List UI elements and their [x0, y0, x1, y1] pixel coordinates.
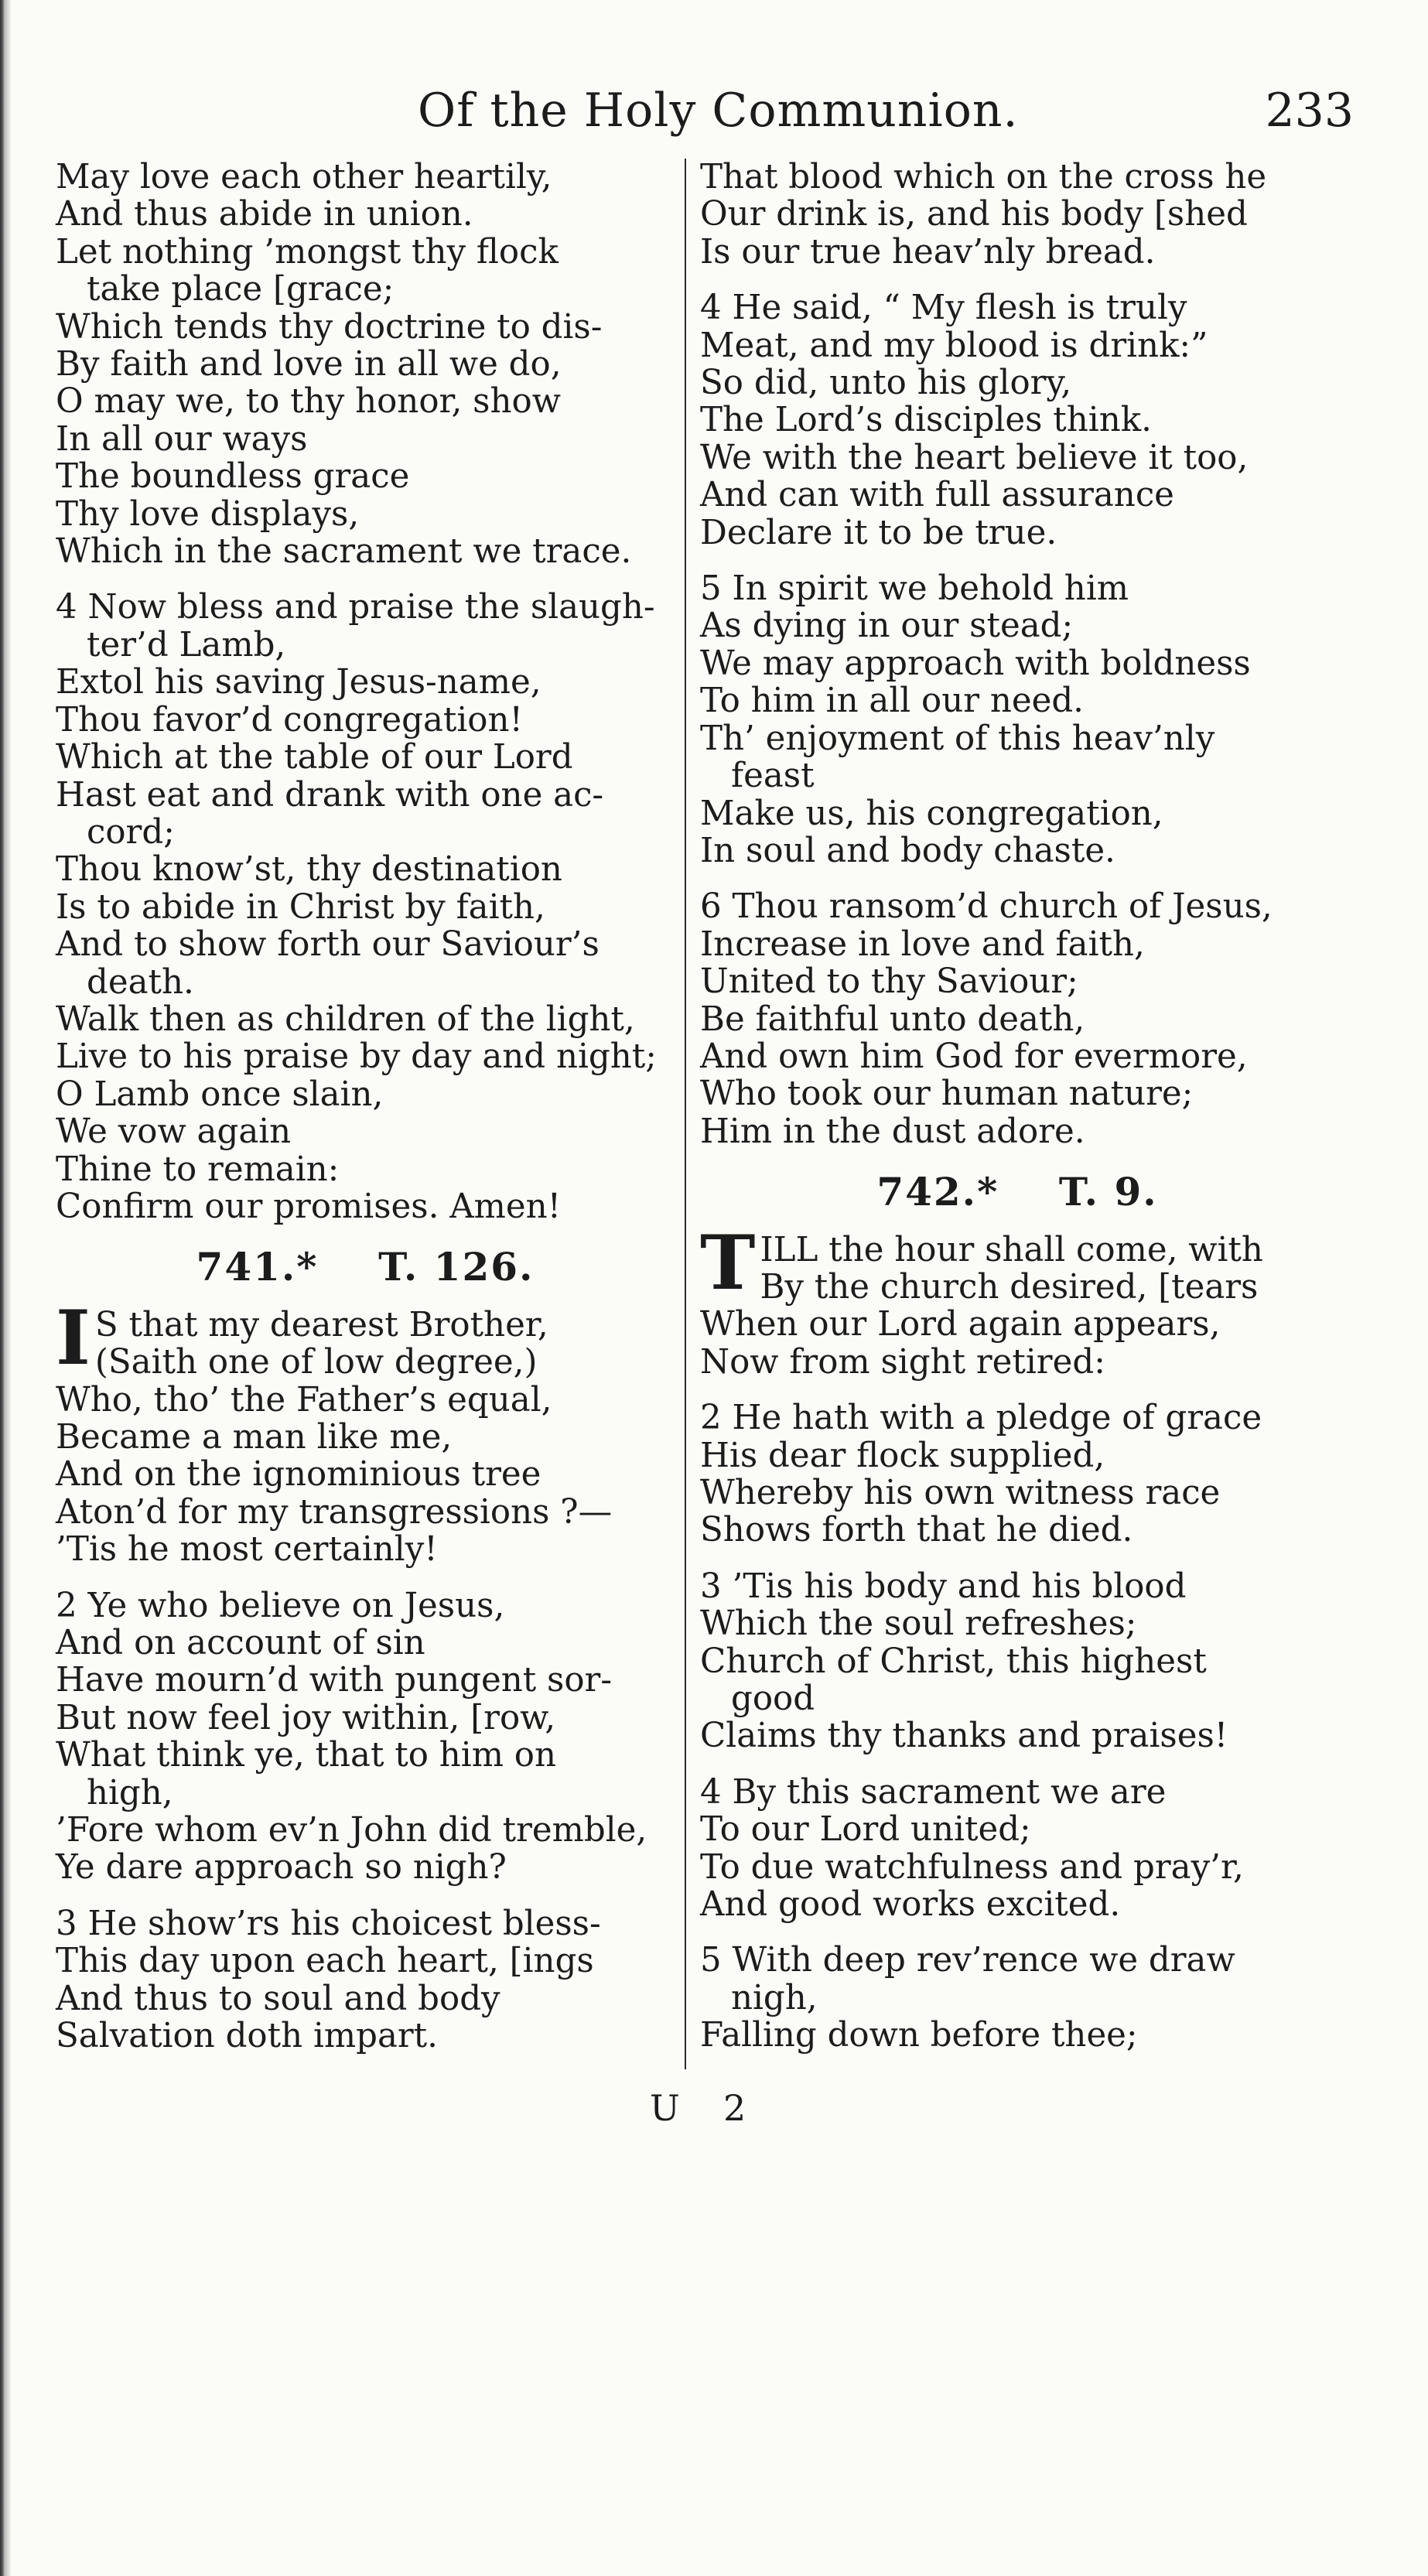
- hymn-742-heading: [700, 1169, 1334, 1215]
- hymn-741-heading: [56, 1244, 675, 1290]
- verse-line: 3 ’Tis his body and his blood: [700, 1566, 1187, 1606]
- verse-line: Claims thy thanks and praises!: [700, 1717, 1228, 1756]
- verse-line: Who took our human nature;: [700, 1074, 1194, 1114]
- verse-line: By faith and love in all we do,: [56, 345, 562, 384]
- hymn-742-drop-cap: T: [700, 1218, 756, 1307]
- verse-line: 2 Ye who believe on Jesus,: [56, 1586, 505, 1625]
- signature-letter: U: [650, 2087, 680, 2129]
- verse-line: Who, tho’ the Father’s equal,: [56, 1380, 552, 1420]
- stanza: [700, 159, 1334, 271]
- verse-line: By the church desired, [tears: [760, 1267, 1259, 1307]
- stanza: [700, 570, 1334, 869]
- verse-line: 6 Thou ransom’d church of Jesus,: [700, 887, 1273, 927]
- verse-line: That blood which on the cross he: [700, 158, 1267, 196]
- stanza: [56, 159, 675, 570]
- hymn-741-stanzas: [56, 1587, 675, 2055]
- verse-line: And thus abide in union.: [56, 195, 473, 234]
- verse-line: nigh,: [731, 1978, 818, 2017]
- verse-line: And to show forth our Saviour’s: [56, 925, 600, 965]
- running-head: [364, 84, 1354, 153]
- verse-line: To our Lord united;: [700, 1810, 1031, 1850]
- verse-line: What think ye, that to him on: [56, 1736, 556, 1775]
- verse-line: ’Tis he most certainly!: [56, 1530, 438, 1570]
- verse-line: When our Lord again appears,: [700, 1305, 1221, 1344]
- stanza: [700, 1568, 1334, 1755]
- verse-line: Shows forth that he died.: [700, 1511, 1133, 1550]
- verse-line: (Saith one of low degree,): [94, 1343, 538, 1382]
- verse-line: United to thy Saviour;: [700, 962, 1078, 1002]
- verse-line: 4 Now bless and praise the slaugh-: [56, 588, 655, 627]
- verse-line: feast: [731, 757, 815, 796]
- verse-line: ter’d Lamb,: [87, 625, 286, 664]
- hymn-742-stanzas: [700, 1399, 1334, 2055]
- verse-line: Meat, and my blood is drink:”: [700, 326, 1208, 365]
- verse-line: 5 With deep rev’rence we draw: [700, 1941, 1235, 1980]
- verse-line: Thou favor’d congregation!: [56, 700, 523, 740]
- verse-line: But now feel joy within, [row,: [56, 1698, 556, 1737]
- verse-line: Th’ enjoyment of this heav’nly: [700, 719, 1215, 758]
- hymn-741-first-line: S that my dearest Brother,: [94, 1305, 548, 1344]
- hymn-741-stanza-1: [56, 1293, 675, 1570]
- stanza: [700, 888, 1334, 1150]
- verse-line: Which at the table of our Lord: [56, 738, 573, 777]
- verse-line: Be faithful unto death,: [700, 999, 1085, 1039]
- verse-line: Aton’d for my transgressions ?—: [56, 1492, 613, 1532]
- verse-line: The boundless grace: [56, 457, 410, 497]
- verse-line: In soul and body chaste.: [700, 831, 1115, 870]
- verse-line: take place [grace;: [87, 270, 395, 309]
- verse-line: Hast eat and drank with one ac-: [56, 775, 604, 815]
- verse-line: Became a man like me,: [56, 1418, 453, 1457]
- verse-line: To him in all our need.: [700, 682, 1085, 721]
- hymn-741-stanza-1-lines: [56, 1344, 675, 1568]
- verse-line: Which the soul refreshes;: [700, 1604, 1137, 1644]
- verse-line: 2 He hath with a pledge of grace: [700, 1399, 1262, 1438]
- left-stanzas: [56, 159, 675, 1225]
- verse-line: Is our true heav’nly bread.: [700, 232, 1156, 272]
- verse-line: In all our ways: [56, 419, 308, 459]
- verse-line: good: [731, 1679, 815, 1719]
- hymn-742-stanza-1-lines: [700, 1269, 1334, 1381]
- binding-edge: [0, 0, 11, 2576]
- verse-line: Extol his saving Jesus-name,: [56, 663, 541, 702]
- verse-line: O may we, to thy honor, show: [56, 382, 561, 422]
- verse-line: Whereby his own witness race: [700, 1474, 1221, 1512]
- verse-line: Church of Christ, this highest: [700, 1642, 1207, 1681]
- verse-line: Which in the sacrament we trace.: [56, 532, 632, 572]
- stanza: [700, 1399, 1334, 1549]
- verse-line: And on account of sin: [56, 1624, 425, 1663]
- verse-line: We may approach with boldness: [700, 644, 1251, 683]
- verse-line: 4 By this sacrament we are: [700, 1772, 1167, 1812]
- verse-line: We vow again: [56, 1112, 292, 1152]
- verse-line: Falling down before thee;: [700, 2016, 1138, 2055]
- signature-number: 2: [723, 2087, 746, 2129]
- verse-line: And own him God for evermore,: [700, 1037, 1248, 1076]
- column-divider: [685, 159, 686, 2069]
- stanza: [700, 289, 1334, 552]
- left-column: [56, 159, 675, 2074]
- verse-line: Now from sight retired:: [700, 1342, 1105, 1382]
- verse-line: death.: [87, 962, 194, 1002]
- stanza: [56, 1587, 675, 1887]
- hymn-741-number: 741.*: [196, 1244, 319, 1290]
- verse-line: So did, unto his glory,: [700, 364, 1072, 403]
- right-column: [700, 159, 1334, 2073]
- verse-line: Walk then as children of the light,: [56, 999, 635, 1039]
- hymn-741-tune: T. 126.: [378, 1244, 535, 1290]
- verse-line: 3 He show’rs his choicest bless-: [56, 1904, 601, 1943]
- verse-line: And thus to soul and body: [56, 1979, 500, 2018]
- verse-line: 5 In spirit we behold him: [700, 569, 1129, 609]
- right-stanzas: [700, 159, 1334, 1150]
- stanza: [56, 1905, 675, 2055]
- page-number: 233: [1265, 84, 1354, 138]
- stanza: [700, 1774, 1334, 1924]
- running-head-title: Of the Holy Communion.: [418, 84, 1019, 138]
- hymn-742-first-line: ILL the hour shall come, with: [760, 1230, 1263, 1269]
- stanza: [700, 1942, 1334, 2054]
- verse-line: Make us, his congregation,: [700, 794, 1163, 833]
- verse-line: 4 He said, “ My flesh is truly: [700, 289, 1187, 328]
- verse-line: O Lamb once slain,: [56, 1074, 384, 1114]
- verse-line: Salvation doth impart.: [56, 2017, 438, 2056]
- hymn-741-drop-cap: I: [56, 1293, 91, 1382]
- verse-line: Thou know’st, thy destination: [56, 850, 562, 890]
- verse-line: To due watchfulness and pray’r,: [700, 1847, 1244, 1887]
- verse-line: Thy love displays,: [56, 494, 360, 534]
- verse-line: And on the ignominious tree: [56, 1455, 541, 1495]
- verse-line: Is to abide in Christ by faith,: [56, 887, 545, 927]
- verse-line: And good works excited.: [700, 1885, 1121, 1925]
- verse-line: Which tends thy doctrine to dis-: [56, 307, 603, 347]
- verse-line: We with the heart believe it too,: [700, 438, 1249, 477]
- verse-line: The Lord’s disciples think.: [700, 401, 1152, 440]
- hymn-742-number: 742.*: [876, 1169, 999, 1215]
- verse-line: Have mourn’d with pungent sor-: [56, 1661, 613, 1700]
- verse-line: ’Fore whom ev’n John did tremble,: [56, 1811, 647, 1850]
- verse-line: His dear flock supplied,: [700, 1436, 1105, 1475]
- verse-line: Him in the dust adore.: [700, 1112, 1085, 1151]
- verse-line: And can with full assurance: [700, 476, 1174, 515]
- verse-line: Let nothing ’mongst thy flock: [56, 232, 559, 272]
- verse-line: May love each other heartily,: [56, 158, 552, 196]
- verse-line: Confirm our promises. Amen!: [56, 1187, 562, 1226]
- verse-line: Live to his praise by day and night;: [56, 1037, 657, 1077]
- verse-line: Ye dare approach so nigh?: [56, 1848, 507, 1888]
- hymn-742-stanza-1: [700, 1218, 1334, 1382]
- verse-line: high,: [87, 1773, 173, 1812]
- verse-line: cord;: [87, 812, 175, 852]
- verse-line: Increase in love and faith,: [700, 924, 1145, 964]
- verse-line: Our drink is, and his body [shed: [700, 195, 1248, 234]
- verse-line: This day upon each heart, [ings: [56, 1942, 594, 1981]
- verse-line: Thine to remain:: [56, 1150, 340, 1189]
- verse-line: As dying in our stead;: [700, 606, 1074, 646]
- stanza: [56, 589, 675, 1225]
- hymn-742-tune: T. 9.: [1058, 1169, 1158, 1215]
- verse-line: Declare it to be true.: [700, 513, 1057, 552]
